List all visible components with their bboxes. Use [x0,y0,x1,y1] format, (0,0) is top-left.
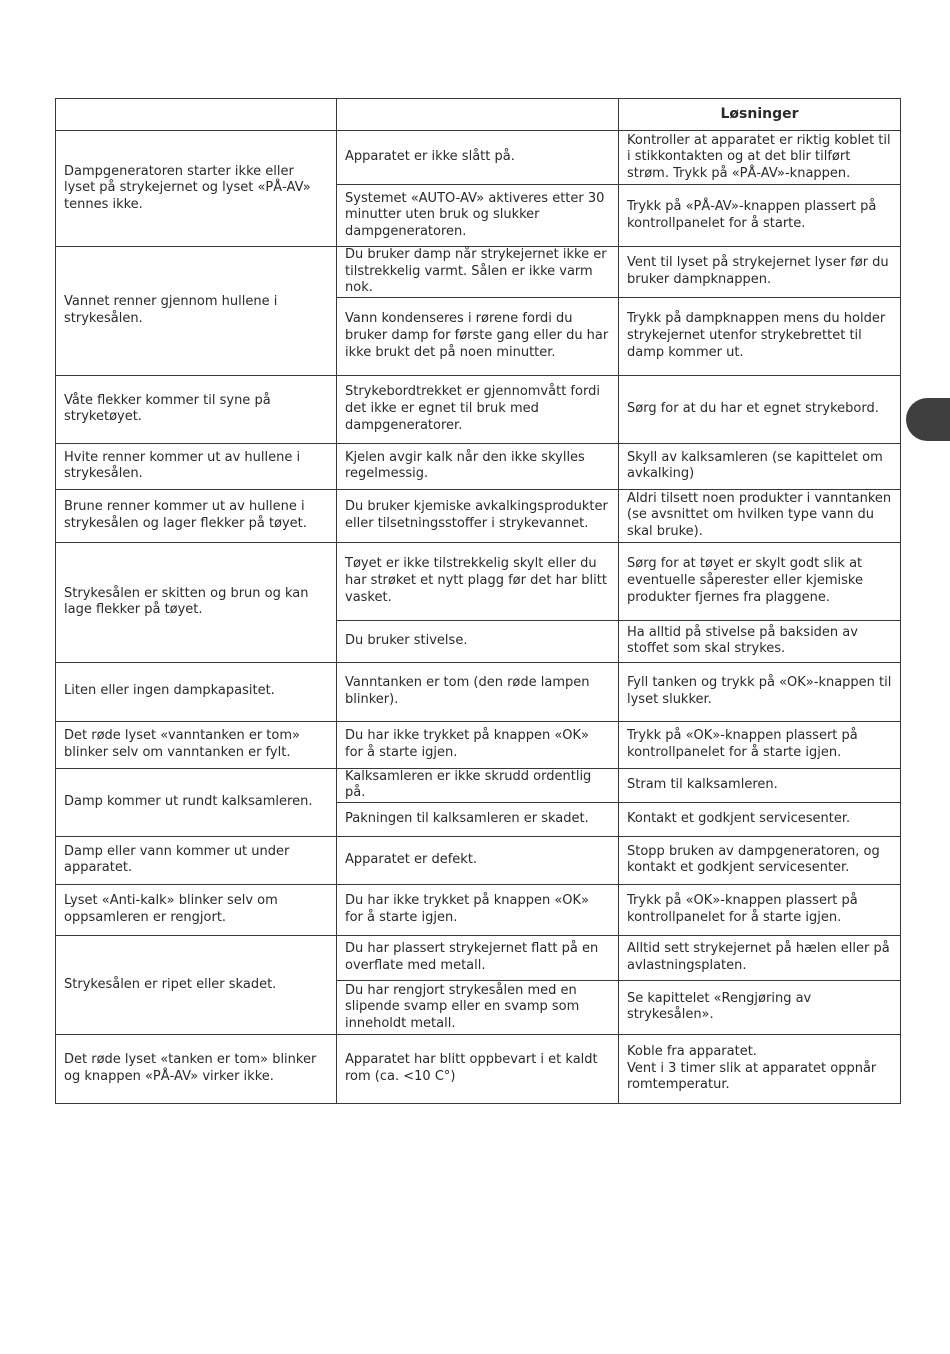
table-row [56,768,901,802]
header-solutions: Løsninger [619,99,901,131]
cause-cell: Kjelen avgir kalk når den ikke skylles regelmessig. [337,443,619,489]
problem-cell: Det røde lyset «tanken er tom» blinker og knappen «PÅ-AV» virker ikke. [56,1034,337,1103]
solution-cell: Alltid sett strykejernet på hælen eller på avlastningsplaten. [619,935,901,980]
problem-cell: Damp eller vann kommer ut under apparatet. [56,836,337,884]
solution-cell: Skyll av kalksamleren (se kapittelet om avkalking) [619,443,901,489]
troubleshooting-table [55,98,901,1104]
cause-cell: Du har ikke trykket på knappen «OK» for å starte igjen. [337,721,619,768]
cause-cell: Vann kondenseres i rørene fordi du bruker damp for første gang eller du har ikke brukt det på noen minutter. [337,297,619,375]
solution-cell: Stram til kalksamleren. [619,768,901,802]
cause-cell: Apparatet har blitt oppbevart i et kaldt rom (ca. <10 C°) [337,1034,619,1103]
cause-cell: Du bruker stivelse. [337,620,619,662]
problem-cell: Brune renner kommer ut av hullene i strykesålen og lager flekker på tøyet. [56,489,337,542]
header-row [56,99,901,131]
table-row [56,836,901,884]
problem-cell: Våte flekker kommer til syne på stryketøyet. [56,375,337,443]
solution-cell: Se kapittelet «Rengjøring av strykesålen». [619,980,901,1034]
table-row [56,443,901,489]
header-problem [56,99,337,131]
solution-cell: Stopp bruken av dampgeneratoren, og kontakt et godkjent servicesenter. [619,836,901,884]
solution-cell: Trykk på «PÅ-AV»-knappen plassert på kontrollpanelet for å starte. [619,185,901,247]
solution-cell: Sørg for at du har et egnet strykebord. [619,375,901,443]
problem-cell: Liten eller ingen dampkapasitet. [56,662,337,721]
problem-cell: Damp kommer ut rundt kalksamleren. [56,768,337,836]
solution-cell: Koble fra apparatet. Vent i 3 timer slik at apparatet oppnår romtemperatur. [619,1034,901,1103]
cause-cell: Apparatet er defekt. [337,836,619,884]
cause-cell: Du bruker kjemiske avkalkingsprodukter eller tilsetningsstoffer i strykevannet. [337,489,619,542]
solution-cell: Fyll tanken og trykk på «OK»-knappen til lyset slukker. [619,662,901,721]
cause-cell: Vanntanken er tom (den røde lampen blinker). [337,662,619,721]
cause-cell: Tøyet er ikke tilstrekkelig skylt eller du har strøket et nytt plagg før det har blitt vasket. [337,542,619,620]
problem-cell: Hvite renner kommer ut av hullene i strykesålen. [56,443,337,489]
cause-cell: Du har rengjort strykesålen med en slipende svamp eller en svamp som inneholdt metall. [337,980,619,1034]
problem-cell: Lyset «Anti-kalk» blinker selv om oppsamleren er rengjort. [56,884,337,935]
solution-cell: Kontroller at apparatet er riktig koblet til i stikkontakten og at det blir tilført strøm. Trykk på «PÅ-AV»-knappen. [619,131,901,185]
cause-cell: Du har plassert strykejernet flatt på en overflate med metall. [337,935,619,980]
problem-cell: Dampgeneratoren starter ikke eller lyset på strykejernet og lyset «PÅ-AV» tennes ikke. [56,131,337,247]
problem-cell: Vannet renner gjennom hullene i strykesålen. [56,247,337,376]
header-cause [337,99,619,131]
problem-cell: Strykesålen er ripet eller skadet. [56,935,337,1034]
table-body [56,131,901,1104]
problem-cell: Strykesålen er skitten og brun og kan lage flekker på tøyet. [56,542,337,662]
cause-cell: Systemet «AUTO-AV» aktiveres etter 30 minutter uten bruk og slukker dampgeneratoren. [337,185,619,247]
solution-cell: Ha alltid på stivelse på baksiden av stoffet som skal strykes. [619,620,901,662]
solution-cell: Vent til lyset på strykejernet lyser før du bruker dampknappen. [619,247,901,298]
table-row [56,131,901,185]
problem-cell: Det røde lyset «vanntanken er tom» blinker selv om vanntanken er fylt. [56,721,337,768]
cause-cell: Du har ikke trykket på knappen «OK» for å starte igjen. [337,884,619,935]
cause-cell: Kalksamleren er ikke skrudd ordentlig på. [337,768,619,802]
table-row [56,884,901,935]
table-row [56,375,901,443]
solution-cell: Trykk på «OK»-knappen plassert på kontrollpanelet for å starte igjen. [619,884,901,935]
cause-cell: Pakningen til kalksamleren er skadet. [337,802,619,836]
solution-cell: Trykk på dampknappen mens du holder strykejernet utenfor strykebrettet til damp kommer ut. [619,297,901,375]
table-row [56,721,901,768]
solution-cell: Kontakt et godkjent servicesenter. [619,802,901,836]
cause-cell: Strykebordtrekket er gjennomvått fordi det ikke er egnet til bruk med dampgeneratorer. [337,375,619,443]
solution-cell: Trykk på «OK»-knappen plassert på kontrollpanelet for å starte igjen. [619,721,901,768]
solution-cell: Sørg for at tøyet er skylt godt slik at eventuelle såperester eller kjemiske produkter fjernes fra plaggene. [619,542,901,620]
solution-cell: Aldri tilsett noen produkter i vanntanken (se avsnittet om hvilken type vann du skal bruke). [619,489,901,542]
table-row [56,489,901,542]
cause-cell: Apparatet er ikke slått på. [337,131,619,185]
cause-cell: Du bruker damp når strykejernet ikke er tilstrekkelig varmt. Sålen er ikke varm nok. [337,247,619,298]
table-row [56,247,901,298]
table-row [56,662,901,721]
table-row [56,935,901,980]
section-tab-marker [906,398,950,441]
table-row [56,542,901,620]
table-row [56,1034,901,1103]
